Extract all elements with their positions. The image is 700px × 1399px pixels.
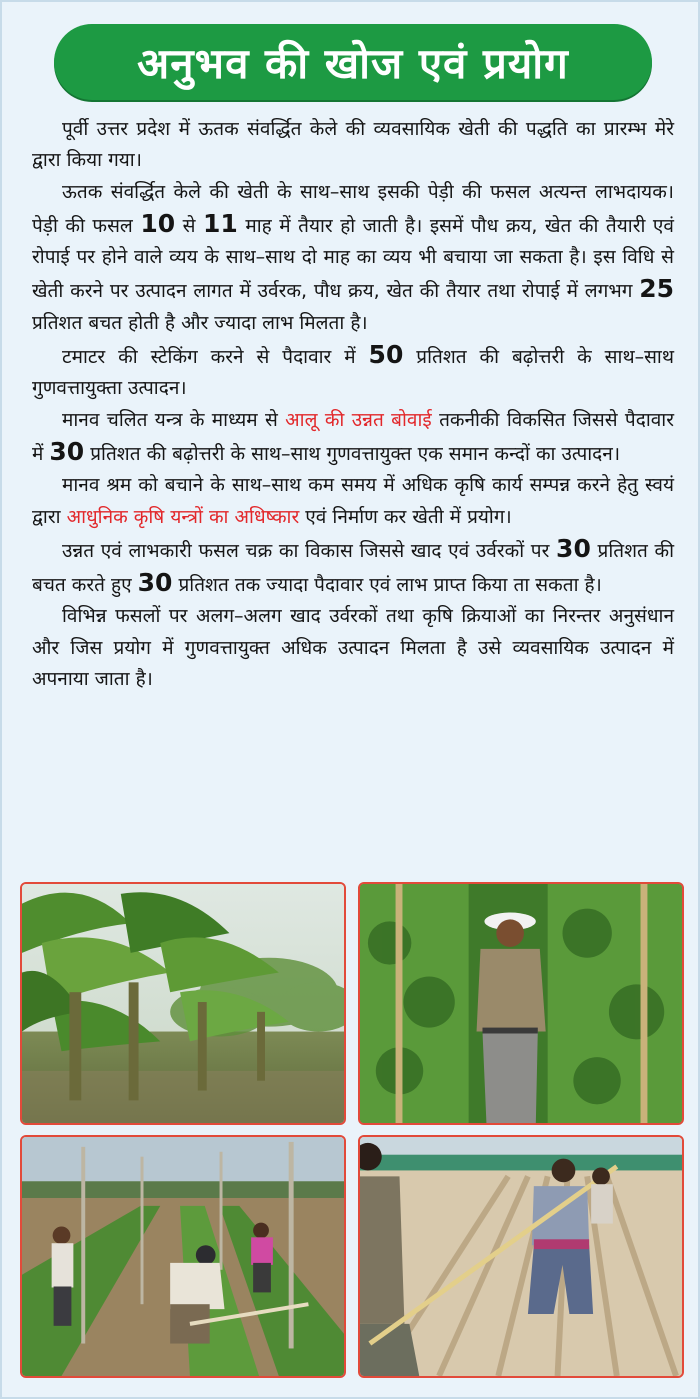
photo-grid [20,882,684,1378]
highlight-number: 25 [639,274,674,304]
article-body [32,114,674,695]
paragraph-text: उन्नत एवं लाभकारी फसल चक्र का विकास जिससे खाद एवं उर्वरकों पर [62,539,557,562]
paragraph-text: विभिन्न फसलों पर अलग–अलग खाद उर्वरकों तथा कृषि क्रियाओं का निरन्तर अनुसंधान और जिस प्रयोग में गुणवत्तायुक्त अधिक उत्पादन मिलता है उसे व्यवसायिक उत्पादन में अपनाया जाता है। [32,605,674,691]
paragraph-text: माह में तैयार हो जाती है। इसमें पौध क्रय, खेत की तैयारी एवं रोपाई पर होने वाले व्यय के साथ–साथ दो माह का व्यय भी बचाया जा सकता है। इस विधि से खेती करने पर उत्पादन लागत में उर्वरक, पौध क्रय, खेत की तैयार तथा रोपाई में लगभग [32,214,674,303]
paragraph-text: प्रतिशत बचत होती है और ज्यादा लाभ मिलता है। [32,311,368,334]
field-workers-photo [20,1135,346,1378]
paragraph-text: प्रतिशत की बढ़ोत्तरी के साथ–साथ गुणवत्तायुक्त एक समान कन्दों का उत्पादन। [84,442,621,465]
paragraph-text: पूर्वी उत्तर प्रदेश में ऊतक संवर्द्धित केले की व्यवसायिक खेती की पद्धति का प्रारम्भ मेरे द्वारा किया गया। [32,118,674,172]
paragraph-2 [32,177,674,339]
page-title: अनुभव की खोज एवं प्रयोग [137,38,569,88]
paragraph-text: मानव चलित यन्त्र के माध्यम से [62,408,286,431]
paragraph-text: प्रतिशत की बढ़ोत्तरी के साथ–साथ गुणवत्तायुक्ता उत्पादन। [32,346,674,400]
paragraph-text: तकनीकी विकसित जिससे पैदावार में [32,408,674,465]
highlight-number: 30 [556,533,591,563]
paragraph-3 [32,339,674,405]
highlight-number: 30 [49,436,85,466]
highlight-number: 11 [203,208,238,238]
title-banner [54,24,652,100]
paragraph-text: टमाटर की स्टेकिंग करने से पैदावार में [62,346,369,369]
paragraph-text: ऊतक संवर्द्धित केले की खेती के साथ–साथ इसकी पेड़ी की फसल अत्यन्त लाभदायक। पेड़ी की फसल [32,180,674,237]
highlight-text: आधुनिक कृषि यन्त्रों का अधिष्कार [66,505,300,528]
paragraph-5 [32,470,674,533]
paragraph-7 [32,601,674,695]
paragraph-1 [32,114,674,177]
potato-sowing-photo [358,1135,684,1378]
paragraph-text: प्रतिशत की बचत करते हुए [32,539,675,597]
paragraph-4 [32,405,674,471]
tomato-staking-photo [358,882,684,1125]
highlight-text: आलू की उन्नत बोवाई [285,408,432,431]
highlight-number: 50 [368,340,404,370]
paragraph-text: मानव श्रम को बचाने के साथ–साथ कम समय में अधिक कृषि कार्य सम्पन्न करने हेतु स्वयं द्वारा [32,474,674,528]
paragraph-6 [32,533,674,602]
highlight-number: 10 [140,208,176,238]
paragraph-text: प्रतिशत तक ज्यादा पैदावार एवं लाभ प्राप्त किया ता सकता है। [172,574,602,597]
highlight-number: 30 [137,568,173,598]
banana-field-photo [20,882,346,1125]
paragraph-text: से [175,214,204,237]
paragraph-text: एवं निर्माण कर खेती में प्रयोग। [299,505,512,528]
